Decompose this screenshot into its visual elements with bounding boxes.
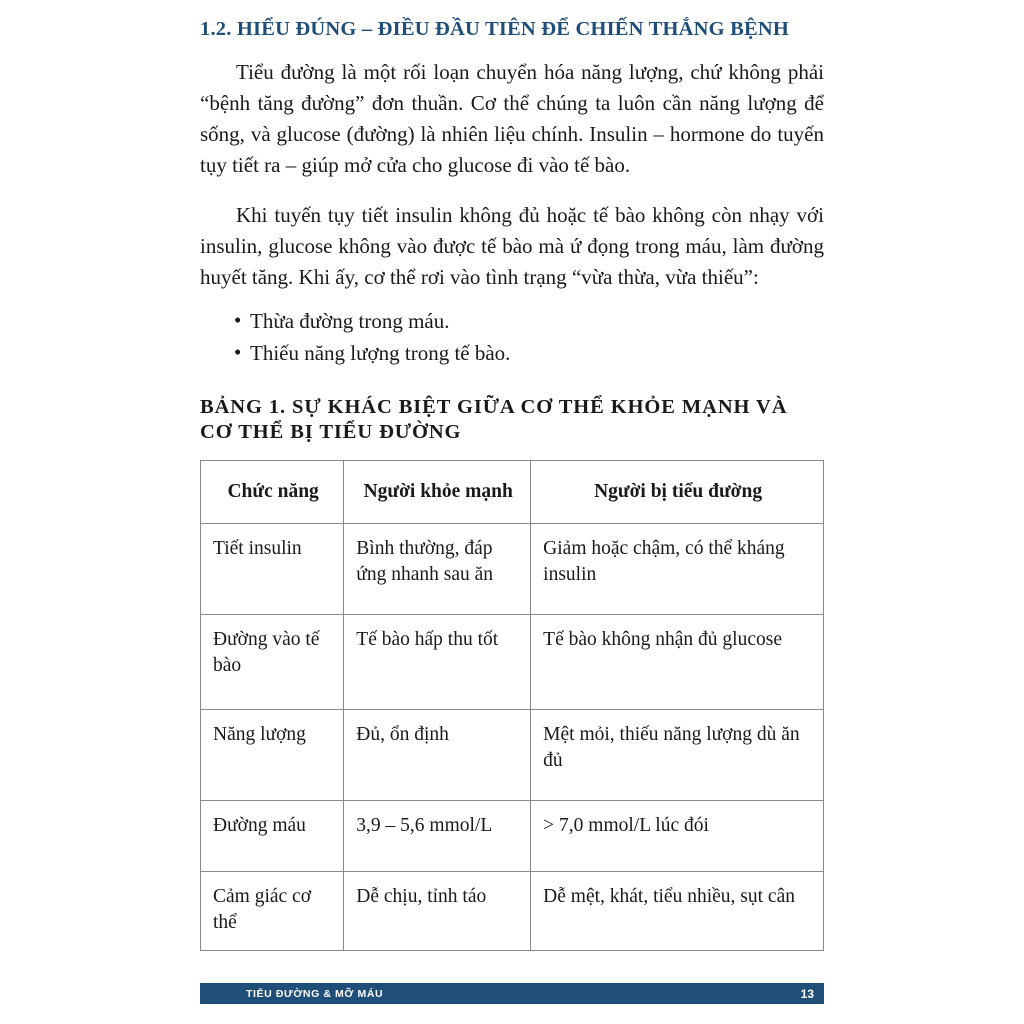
table-title: BẢNG 1. SỰ KHÁC BIỆT GIỮA CƠ THỂ KHỎE MẠNH VÀ CƠ THỂ BỊ TIỂU ĐƯỜNG xyxy=(200,395,788,444)
cell-diabetic: Giảm hoặc chậm, có thể kháng insulin xyxy=(531,524,824,615)
footer-book-title: TIỂU ĐƯỜNG & MỠ MÁU xyxy=(246,987,384,1000)
footer-page-number: 13 xyxy=(800,986,814,1001)
paragraph-1: Tiểu đường là một rối loạn chuyển hóa năng lượng, chứ không phải “bệnh tăng đường” đơn thuần. Cơ thể chúng ta luôn cần năng lượng để sống, và glucose (đường) là nhiên liệu chính. Insulin – hormone do tuyến tụy tiết ra – giúp mở cửa cho glucose đi vào tế bào. xyxy=(200,60,824,177)
cell-healthy: Đủ, ổn định xyxy=(344,709,531,800)
cell-function: Năng lượng xyxy=(201,709,344,800)
list-item: • Thừa đường trong máu. xyxy=(234,307,824,337)
table-row xyxy=(201,524,824,615)
list-item: • Thiếu năng lượng trong tế bào. xyxy=(234,339,824,369)
cell-function: Tiết insulin xyxy=(201,524,344,615)
table-row xyxy=(201,800,824,871)
cell-function: Cảm giác cơ thể xyxy=(201,871,344,950)
table-header-row xyxy=(201,461,824,524)
cell-function: Đường máu xyxy=(201,800,344,871)
table-body xyxy=(201,524,824,950)
comparison-table xyxy=(200,460,824,950)
column-header-diabetic: Người bị tiểu đường xyxy=(531,461,824,524)
column-header-function: Chức năng xyxy=(201,461,344,524)
cell-healthy: Bình thường, đáp ứng nhanh sau ăn xyxy=(344,524,531,615)
cell-diabetic: Mệt mỏi, thiếu năng lượng dù ăn đủ xyxy=(531,709,824,800)
paragraph-2: Khi tuyến tụy tiết insulin không đủ hoặc tế bào không còn nhạy với insulin, glucose không vào được tế bào mà ứ đọng trong máu, làm đường huyết tăng. Khi ấy, cơ thể rơi vào tình trạng “vừa thừa, vừa thiếu”: xyxy=(200,203,824,290)
bullet-list xyxy=(200,307,824,369)
cell-diabetic: Tế bào không nhận đủ glucose xyxy=(531,615,824,710)
table-row xyxy=(201,615,824,710)
cell-healthy: Dễ chịu, tỉnh táo xyxy=(344,871,531,950)
table-row xyxy=(201,709,824,800)
table-header xyxy=(201,461,824,524)
cell-function: Đường vào tế bào xyxy=(201,615,344,710)
cell-healthy: Tế bào hấp thu tốt xyxy=(344,615,531,710)
column-header-healthy: Người khỏe mạnh xyxy=(344,461,531,524)
cell-diabetic: > 7,0 mmol/L lúc đói xyxy=(531,800,824,871)
page-footer xyxy=(200,983,824,1004)
cell-healthy: 3,9 – 5,6 mmol/L xyxy=(344,800,531,871)
section-heading: 1.2. HIỂU ĐÚNG – ĐIỀU ĐẦU TIÊN ĐỂ CHIẾN THẮNG BỆNH xyxy=(200,18,790,40)
cell-diabetic: Dễ mệt, khát, tiểu nhiều, sụt cân xyxy=(531,871,824,950)
table-row xyxy=(201,871,824,950)
